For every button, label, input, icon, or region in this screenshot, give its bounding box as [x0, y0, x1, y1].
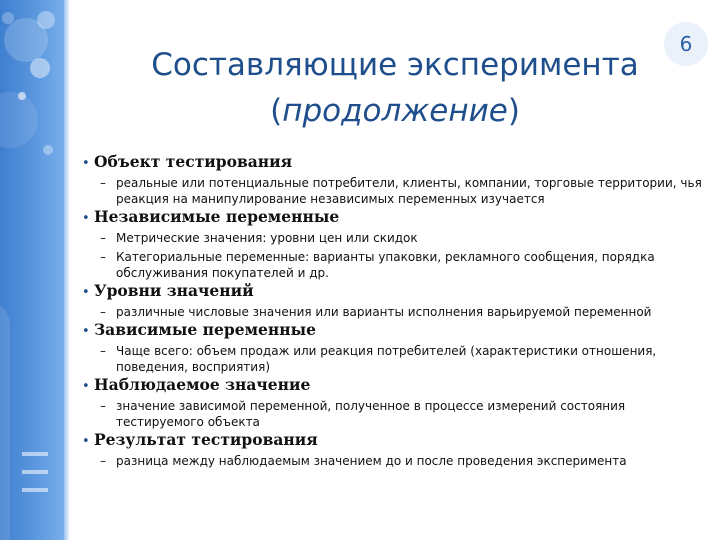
sub-item-text: реальные или потенциальные потребители, клиенты, компании, торговые территории, чья реакция на манипулирование независимых переменных изучается: [116, 176, 702, 206]
section-dependent: [82, 320, 704, 375]
bullet-heading: Объект тестирования: [94, 152, 293, 171]
slide-number-text: 6: [679, 32, 693, 56]
sub-item-text: Чаще всего: объем продаж или реакция потребителей (характеристики отношения, поведения, восприятия): [116, 344, 657, 374]
dash-icon: –: [100, 176, 106, 190]
sidebar-edge: [64, 0, 70, 540]
sub-item: [82, 230, 704, 246]
slide-content: [82, 152, 704, 469]
sub-item: [82, 398, 704, 430]
section-independent: [82, 207, 704, 281]
bullet-dot-icon: •: [82, 324, 90, 339]
bullet: [82, 320, 704, 340]
bubbles-decoration: [0, 0, 64, 540]
bullet-dot-icon: •: [82, 156, 90, 171]
section-observed: [82, 375, 704, 430]
bullet-dot-icon: •: [82, 211, 90, 226]
title-line-2: [90, 88, 700, 134]
title-italic: продолжение: [282, 93, 508, 129]
title-line-1: Составляющие эксперимента: [151, 47, 639, 83]
title-paren-close: ): [507, 93, 520, 129]
bullet: [82, 375, 704, 395]
bullet: [82, 207, 704, 227]
bullet-heading: Результат тестирования: [94, 430, 318, 449]
bullet-heading: Независимые переменные: [94, 207, 340, 226]
dash-icon: –: [100, 231, 106, 245]
section-result: [82, 430, 704, 469]
slide-title: [90, 42, 700, 134]
bullet-dot-icon: •: [82, 434, 90, 449]
bullet-heading: Уровни значений: [94, 281, 254, 300]
bullet: [82, 152, 704, 172]
sub-item: [82, 304, 704, 320]
bullet: [82, 281, 704, 301]
dash-icon: –: [100, 454, 106, 468]
sub-item-text: различные числовые значения или варианты исполнения варьируемой переменной: [116, 305, 652, 319]
dash-icon: –: [100, 250, 106, 264]
dash-icon: –: [100, 305, 106, 319]
bullet-dot-icon: •: [82, 379, 90, 394]
bullet: [82, 430, 704, 450]
sub-item-text: Метрические значения: уровни цен или скидок: [116, 231, 418, 245]
dash-icon: –: [100, 399, 106, 413]
section-object: [82, 152, 704, 207]
decorative-sidebar: [0, 0, 64, 540]
bullet-heading: Зависимые переменные: [94, 320, 317, 339]
sub-item: [82, 343, 704, 375]
sub-item: [82, 453, 704, 469]
section-levels: [82, 281, 704, 320]
sub-item-text: Категориальные переменные: варианты упаковки, рекламного сообщения, порядка обслуживания покупателей и др.: [116, 250, 655, 280]
dash-icon: –: [100, 344, 106, 358]
bullet-heading: Наблюдаемое значение: [94, 375, 311, 394]
sub-item-text: значение зависимой переменной, полученное в процессе измерений состояния тестируемого объекта: [116, 399, 626, 429]
sub-item: [82, 175, 704, 207]
sub-item: [82, 249, 704, 281]
sub-item-text: разница между наблюдаемым значением до и после проведения эксперимента: [116, 454, 627, 468]
bullet-dot-icon: •: [82, 285, 90, 300]
title-paren-open: (: [270, 93, 283, 129]
